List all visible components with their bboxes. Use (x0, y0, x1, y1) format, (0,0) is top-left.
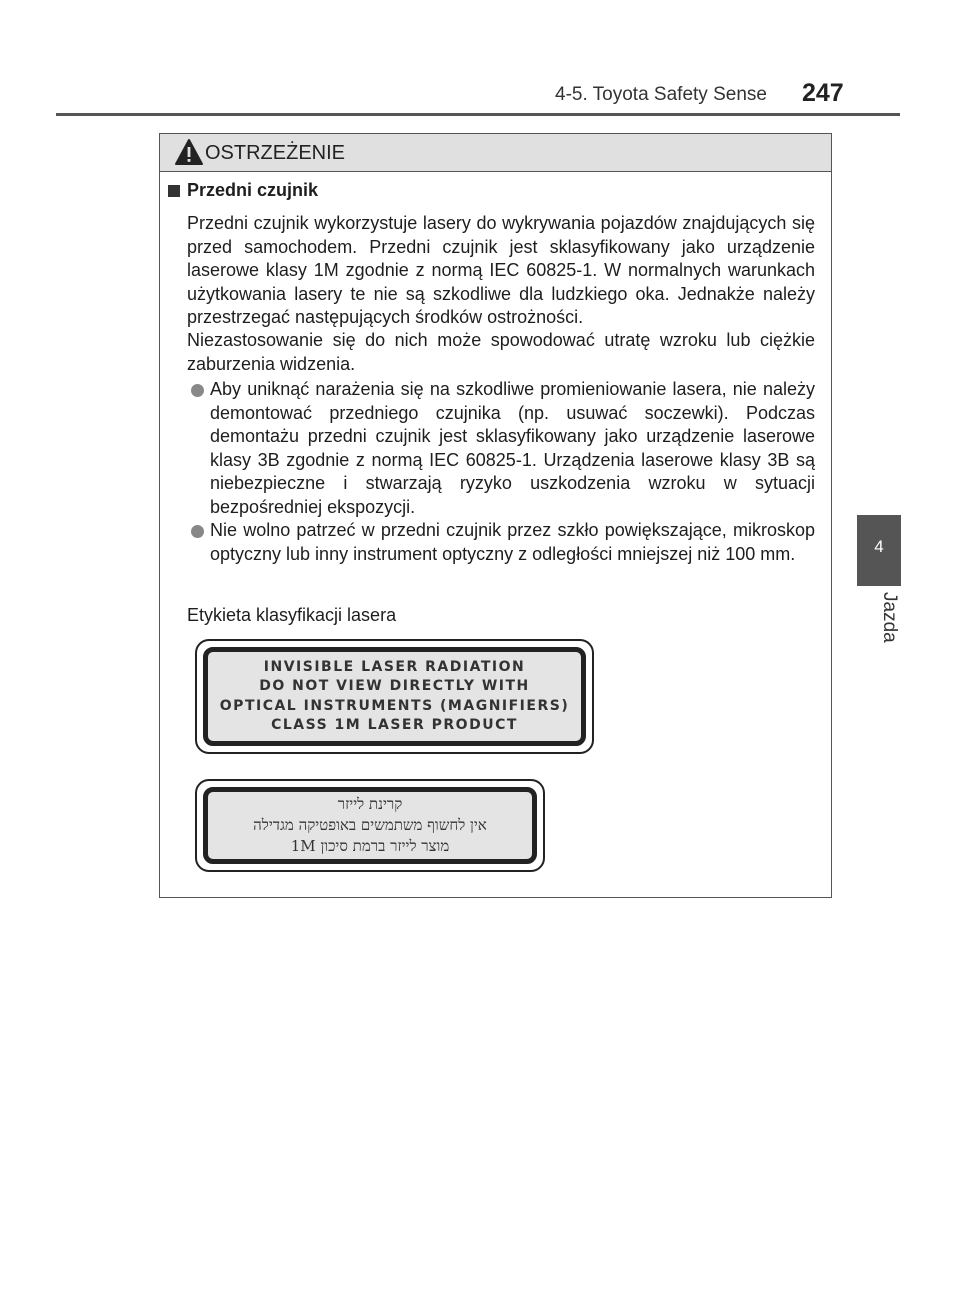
label-line: קרינת לייזר (337, 795, 403, 813)
laser-label-panel (203, 787, 537, 864)
warning-title: OSTRZEŻENIE (205, 142, 346, 164)
section-title: 4-5. Toyota Safety Sense (555, 84, 767, 105)
label-line: INVISIBLE LASER RADIATION (263, 658, 526, 675)
chapter-tab (857, 515, 901, 586)
label-line: אין לחשוף משתמשים באופטיקה מגדילה (253, 816, 487, 834)
bullet-item: Aby uniknąć narażenia się na szkodliwe promieniowanie lasera, nie należy demontować przedniego czujnika (np. usuwać soczewki). Podczas demontażu przedni czujnik jest sklasyfikowany jako urządzenie laserowe klasy 3B zgodnie z normą IEC 60825-1. Urządzenia laserowe klasy 3B są niebezpieczne i stwarzają ryzyko uszkodzenia wzroku w sytuacji bezpośredniej ekspozycji. (210, 379, 815, 517)
round-bullet-icon (191, 384, 204, 397)
laser-label-panel (203, 647, 586, 746)
chapter-label: Jazda (879, 592, 900, 643)
subsection-title: Przedni czujnik (187, 180, 319, 200)
label-line: DO NOT VIEW DIRECTLY WITH (259, 678, 530, 694)
warning-box (159, 133, 832, 898)
chapter-number: 4 (874, 537, 884, 556)
header-rule (56, 113, 900, 116)
label-line: OPTICAL INSTRUMENTS (MAGNIFIERS) (219, 697, 570, 714)
label-line: CLASS 1M LASER PRODUCT (271, 717, 518, 733)
page-number: 247 (802, 79, 844, 107)
round-bullet-icon (191, 525, 204, 538)
laser-label-hebrew (195, 779, 545, 872)
laser-label-english (195, 639, 594, 754)
square-bullet-icon (168, 185, 180, 197)
bullet-item: Nie wolno patrzeć w przedni czujnik przez szkło powiększające, mikroskop optyczny lub inny instrument optyczny z odległości mniejszej niż 100 mm. (210, 520, 815, 564)
label-line: מוצר לייזר ברמת סיכון 1M (290, 837, 450, 855)
paragraph: Przedni czujnik wykorzystuje lasery do wykrywania pojazdów znajdujących się przed samochodem. Przedni czujnik jest sklasyfikowany jako urządzenie laserowe klasy 1M zgodnie z normą IEC 60825-1. W normalnych warunkach użytkowania lasery te nie są szkodliwe dla ludzkiego oka. Jednakże należy przestrzegać następujących środków ostrożności. (187, 213, 815, 327)
label-caption: Etykieta klasyfikacji lasera (187, 605, 397, 625)
warning-header (160, 134, 831, 172)
paragraph: Niezastosowanie się do nich może spowodować utratę wzroku lub ciężkie zaburzenia widzenia. (187, 330, 815, 374)
warning-triangle-icon (174, 138, 204, 166)
page-header (0, 0, 960, 110)
